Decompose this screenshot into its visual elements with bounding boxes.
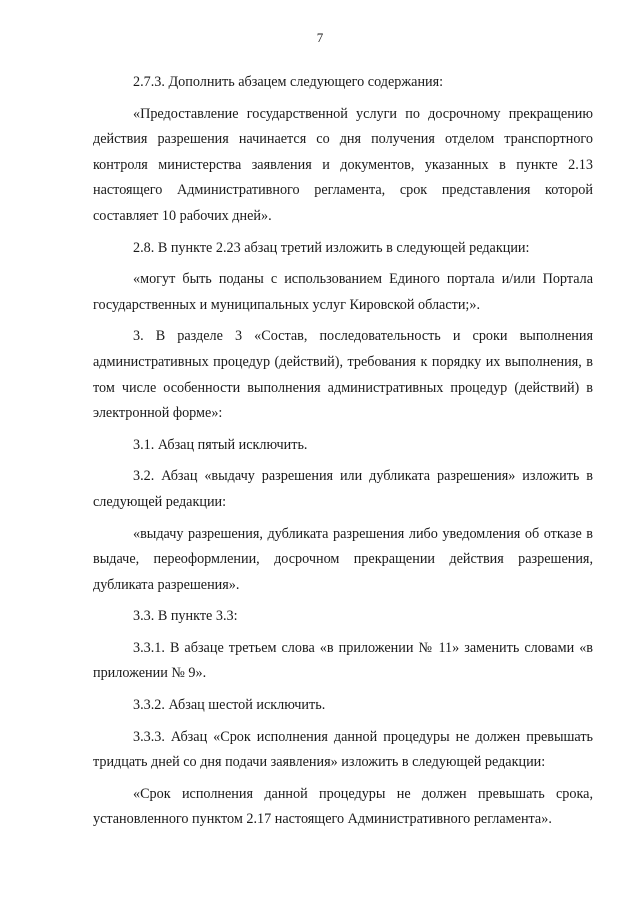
paragraph-3-1: 3.1. Абзац пятый исключить. — [133, 436, 308, 453]
paragraph-quote-portal: «могут быть поданы с использованием Единого портала и/или Портала государственных и муниципальных услуг Кировской области;». — [93, 271, 593, 313]
paragraph-quote-deadline: «Срок исполнения данной процедуры не должен превышать срока, установленного пунктом 2.17 настоящего Административного регламента». — [93, 785, 593, 828]
document-body — [93, 70, 593, 833]
paragraph-2-8: 2.8. В пункте 2.23 абзац третий изложить в следующей редакции: — [133, 239, 530, 256]
page-number: 7 — [316, 30, 324, 45]
paragraph-quote-issuance: «выдачу разрешения, дубликата разрешения либо уведомления об отказе в выдаче, переоформлении, досрочном прекращении действия разрешения, дубликата разрешения». — [93, 525, 593, 593]
paragraph-quote-early-termination: «Предоставление государственной услуги по досрочному прекращению действия разрешения начинается со дня получения отделом транспортного контроля министерства заявления и документов, указанных в пункте 2.13 настоящего Административного регламента, срок представления которой составляет 10 рабочих дней». — [93, 105, 593, 224]
paragraph-3-3-1: 3.3.1. В абзаце третьем слова «в приложении № 11» заменить словами «в приложении № 9». — [93, 639, 593, 682]
paragraph-3-2: 3.2. Абзац «выдачу разрешения или дубликата разрешения» изложить в следующей редакции: — [93, 468, 593, 510]
paragraph-2-7-3: 2.7.3. Дополнить абзацем следующего содержания: — [133, 74, 444, 90]
paragraph-3-3: 3.3. В пункте 3.3: — [133, 608, 238, 625]
paragraph-3-3-2: 3.3.2. Абзац шестой исключить. — [133, 697, 326, 714]
paragraph-3-3-3: 3.3.3. Абзац «Срок исполнения данной процедуры не должен превышать тридцать дней со дня подачи заявления» изложить в следующей редакции: — [93, 728, 593, 771]
paragraph-3: 3. В разделе 3 «Состав, последовательность и сроки выполнения административных процедур (действий), требования к порядку их выполнения, в том числе особенности выполнения административных процедур (действий) в электронной форме»: — [93, 328, 593, 422]
